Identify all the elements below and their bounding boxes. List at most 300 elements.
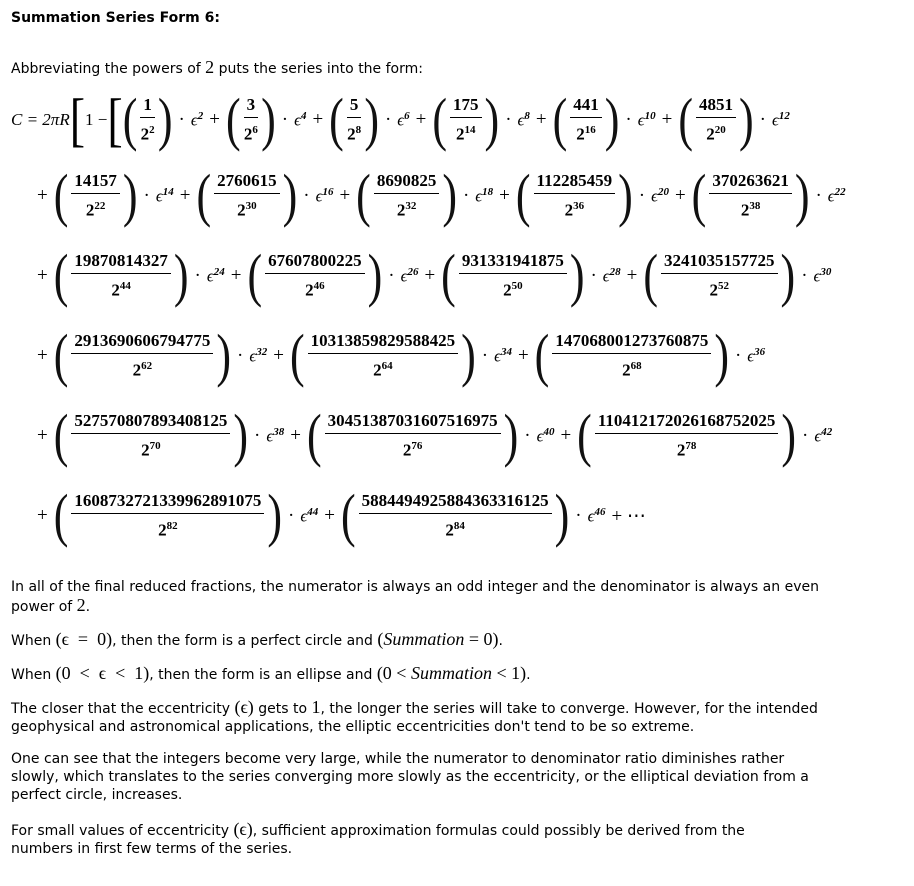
epsilon-power: $\epsilon^8$ — [517, 109, 530, 130]
denominator-exponent: 52 — [718, 280, 730, 293]
epsilon-exponent: 4 — [300, 109, 307, 122]
right-paren: ) — [282, 162, 298, 229]
dot-operator: · — [575, 505, 582, 526]
epsilon-power: $\epsilon^{20}$ — [651, 185, 669, 206]
dot-operator: · — [194, 265, 201, 286]
denominator: $2^{22}$ — [85, 200, 106, 220]
series-term — [53, 242, 225, 309]
denominator-exponent: 38 — [749, 200, 761, 213]
equation-row — [11, 396, 903, 476]
dot-operator: · — [388, 265, 395, 286]
numerator: 67607800225 — [265, 252, 365, 274]
denominator-exponent: 30 — [245, 200, 257, 213]
text: When — [11, 633, 56, 649]
text: For small values of eccentricity — [11, 823, 234, 839]
epsilon-power: $\epsilon^{32}$ — [249, 345, 268, 366]
denominator: $2^{14}$ — [456, 124, 476, 144]
fraction — [661, 252, 778, 300]
epsilon-power: $\epsilon^{46}$ — [587, 505, 606, 526]
numerator: 3241035157725 — [661, 252, 778, 274]
text: puts the series into the form: — [214, 61, 423, 77]
text: , sufficient approximation formulas could possibly be derived from the numbers in first few terms of the series. — [11, 823, 745, 857]
left-paren: ( — [552, 86, 568, 153]
numerator: 10313859829588425 — [308, 332, 459, 354]
plus-sign: + — [312, 109, 324, 130]
epsilon-power: $\epsilon^{26}$ — [400, 265, 419, 286]
denominator-exponent: 36 — [573, 200, 585, 213]
right-paren: ) — [267, 482, 283, 549]
left-paren: ( — [515, 162, 531, 229]
dot-operator: · — [288, 505, 295, 526]
math-part: = 0) — [464, 629, 499, 649]
numerator: 19870814327 — [71, 252, 171, 274]
denominator-exponent: 68 — [630, 360, 642, 373]
numerator: 5 — [347, 96, 362, 118]
plus-sign: + — [209, 109, 220, 130]
math — [377, 629, 498, 649]
math-part: (0 < — [376, 663, 411, 683]
numerator: 441 — [570, 96, 602, 118]
epsilon-power: $\epsilon^{42}$ — [814, 425, 833, 446]
denominator: $2^{36}$ — [564, 200, 585, 220]
text: gets to — [253, 701, 312, 717]
dot-operator: · — [815, 185, 822, 206]
right-paren: ) — [261, 86, 276, 153]
series-term — [356, 162, 494, 229]
paragraph-reduced-fractions — [11, 578, 841, 616]
math: 1 — [311, 697, 321, 717]
fraction — [71, 492, 264, 540]
series-term — [515, 162, 669, 229]
numerator: 8690825 — [374, 172, 440, 194]
series-term — [247, 242, 419, 309]
epsilon-exponent: 42 — [821, 425, 833, 438]
denominator: $2^{70}$ — [141, 440, 161, 460]
denominator: $2^{52}$ — [709, 280, 730, 300]
left-paren: ( — [53, 162, 69, 229]
plus-sign: + — [424, 265, 436, 286]
series-term — [306, 402, 555, 469]
series-term — [432, 86, 530, 153]
left-paren: ( — [306, 402, 322, 469]
denominator-exponent: 62 — [141, 360, 153, 373]
left-paren: ( — [678, 86, 693, 153]
dot-operator: · — [303, 185, 310, 206]
plus-sign: + — [499, 185, 510, 206]
numerator: 147068001273760875 — [552, 332, 711, 354]
denominator-exponent: 32 — [405, 200, 417, 213]
series-term — [329, 86, 410, 153]
right-paren: ) — [738, 86, 754, 153]
math: 2 — [205, 57, 215, 77]
left-paren: ( — [441, 242, 456, 309]
epsilon-exponent: 44 — [307, 505, 319, 518]
right-paren: ) — [367, 242, 383, 309]
left-paren: ( — [53, 482, 69, 549]
plus-sign: + — [674, 185, 686, 206]
math-part: Summation — [383, 629, 465, 649]
right-paren: ) — [569, 242, 585, 309]
denominator-exponent: 78 — [685, 440, 697, 453]
epsilon-exponent: 14 — [162, 185, 174, 198]
fraction — [696, 96, 736, 144]
right-paren: ) — [604, 86, 620, 153]
fraction — [459, 252, 567, 300]
series-equation — [11, 84, 903, 556]
series-term — [53, 322, 268, 389]
denominator: $2^{30}$ — [237, 200, 257, 220]
series-term — [289, 322, 512, 389]
fraction — [71, 412, 230, 460]
epsilon-power: $\epsilon^{40}$ — [536, 425, 555, 446]
fraction — [534, 172, 616, 220]
epsilon-exponent: 32 — [256, 345, 268, 358]
math-part: Summation — [410, 663, 492, 683]
epsilon-exponent: 26 — [407, 265, 419, 278]
series-term — [577, 402, 833, 469]
right-paren: ) — [780, 242, 796, 309]
numerator: 14157 — [71, 172, 120, 194]
fraction — [325, 412, 501, 460]
epsilon-power: $\epsilon^6$ — [397, 109, 410, 130]
equation-row — [11, 156, 903, 236]
epsilon-exponent: 24 — [213, 265, 225, 278]
denominator: $2^8$ — [347, 124, 362, 144]
epsilon-power: $\epsilon^{44}$ — [300, 505, 319, 526]
right-paren: ) — [618, 162, 633, 229]
epsilon-power: $\epsilon^{24}$ — [206, 265, 225, 286]
epsilon-exponent: 8 — [524, 109, 530, 122]
epsilon-power: $\epsilon^4$ — [294, 109, 307, 130]
epsilon-power: $\epsilon^{10}$ — [637, 109, 656, 130]
numerator: 5884494925884363316125 — [359, 492, 552, 514]
left-paren: ( — [247, 242, 263, 309]
denominator: $2^{32}$ — [396, 200, 417, 220]
right-paren: ) — [484, 86, 500, 153]
right-paren: ) — [503, 402, 519, 469]
math: (ϵ) — [234, 697, 254, 717]
denominator-exponent: 14 — [464, 124, 476, 137]
paragraph-convergence — [11, 698, 841, 736]
epsilon-power: $\epsilon^{12}$ — [771, 109, 790, 130]
dot-operator: · — [759, 109, 766, 130]
fraction — [595, 412, 779, 460]
equation-row — [11, 84, 903, 156]
epsilon-exponent: 20 — [657, 185, 669, 198]
plus-sign: + — [273, 345, 284, 366]
epsilon-power: $\epsilon^{14}$ — [155, 185, 174, 206]
denominator: $2^{68}$ — [622, 360, 642, 380]
fraction — [71, 252, 171, 300]
denominator-exponent: 44 — [119, 280, 131, 293]
math: 2 — [76, 595, 86, 615]
left-paren: ( — [122, 86, 138, 153]
math — [377, 663, 526, 683]
epsilon-exponent: 2 — [197, 109, 204, 122]
denominator: $2^{78}$ — [676, 440, 697, 460]
denominator: $2^6$ — [243, 124, 258, 144]
one-minus: 1 − — [85, 110, 108, 129]
series-term — [691, 162, 846, 229]
numerator: 4851 — [696, 96, 736, 118]
numerator: 2913690606794775 — [71, 332, 213, 354]
series-term — [53, 482, 319, 549]
dot-operator: · — [462, 185, 470, 206]
numerator: 112285459 — [534, 172, 616, 194]
denominator-exponent: 6 — [252, 124, 258, 137]
paragraph-approximation — [11, 820, 811, 858]
epsilon-power: $\epsilon^{22}$ — [827, 185, 846, 206]
epsilon-power: $\epsilon^{18}$ — [475, 185, 494, 206]
denominator-exponent: 70 — [149, 440, 161, 453]
denominator-exponent: 2 — [149, 124, 155, 137]
dot-operator: · — [481, 345, 489, 366]
plus-sign: + — [37, 265, 48, 286]
numerator: 30451387031607516975 — [325, 412, 501, 434]
text: . — [498, 633, 503, 649]
left-paren: ( — [225, 86, 241, 153]
epsilon-exponent: 34 — [500, 345, 512, 358]
series-term — [678, 86, 790, 153]
series-term — [53, 402, 285, 469]
fraction — [450, 96, 482, 144]
denominator: $2^{20}$ — [706, 124, 726, 144]
right-paren: ) — [442, 162, 457, 229]
dot-operator: · — [524, 425, 531, 446]
epsilon-power: $\epsilon^{30}$ — [813, 265, 832, 286]
fraction — [374, 172, 440, 220]
epsilon-power: $\epsilon^{34}$ — [494, 345, 512, 366]
text: The closer that the eccentricity — [11, 701, 235, 717]
plus-sign: + — [324, 505, 335, 526]
epsilon-power: $\epsilon^{38}$ — [266, 425, 285, 446]
epsilon-exponent: 30 — [820, 265, 832, 278]
fraction — [71, 172, 120, 220]
denominator: $2^{82}$ — [158, 520, 178, 540]
left-paren: ( — [196, 162, 212, 229]
series-term — [441, 242, 621, 309]
fraction — [359, 492, 552, 540]
epsilon-exponent: 6 — [404, 109, 410, 122]
plus-sign: + — [290, 425, 301, 446]
left-bracket: [ — [107, 86, 123, 153]
plus-sign: + — [517, 345, 529, 366]
dot-operator: · — [590, 265, 597, 286]
numerator: 175 — [450, 96, 482, 118]
denominator-exponent: 22 — [94, 200, 106, 213]
denominator-exponent: 46 — [313, 280, 325, 293]
fraction — [265, 252, 365, 300]
denominator: $2^{46}$ — [305, 280, 325, 300]
equation-row — [11, 316, 903, 396]
dot-operator: · — [505, 109, 512, 130]
dot-operator: · — [281, 109, 289, 130]
fraction — [214, 172, 280, 220]
paragraph-large-integers: One can see that the integers become very large, while the numerator to denominator ratio diminishes rather slowly, which translates to the series converging more slowly as the eccentricity, or the elliptical deviation from a perfect circle, increases. — [11, 751, 809, 803]
text: In all of the final reduced fractions, the numerator is always an odd integer and the denominator is always an even power of — [11, 579, 819, 615]
fraction — [308, 332, 459, 380]
dot-operator: · — [178, 109, 185, 130]
math-part: < 1) — [491, 663, 527, 683]
denominator: $2^{38}$ — [740, 200, 761, 220]
left-paren: ( — [53, 242, 69, 309]
numerator: 110412172026168752025 — [595, 412, 779, 434]
left-paren: ( — [356, 162, 371, 229]
equation-lhs: C = 2πR — [11, 110, 70, 129]
text: , then the form is an ellipse and — [149, 667, 377, 683]
right-paren: ) — [461, 322, 476, 389]
right-paren: ) — [781, 402, 797, 469]
series-term — [53, 162, 174, 229]
right-paren: ) — [157, 86, 173, 153]
epsilon-exponent: 40 — [543, 425, 555, 438]
left-bracket: [ — [69, 86, 86, 153]
dot-operator: · — [254, 425, 261, 446]
epsilon-power: $\epsilon^2$ — [190, 109, 204, 130]
plus-sign: + — [37, 505, 48, 526]
math-part: ( — [377, 629, 384, 649]
dot-operator: · — [801, 265, 808, 286]
epsilon-exponent: 16 — [322, 185, 334, 198]
fraction — [347, 96, 362, 144]
plus-sign: + — [179, 185, 191, 206]
right-paren: ) — [122, 162, 138, 229]
denominator-exponent: 20 — [714, 124, 726, 137]
denominator-exponent: 8 — [355, 124, 362, 137]
denominator-exponent: 16 — [584, 124, 596, 137]
numerator: 527570807893408125 — [71, 412, 230, 434]
fraction — [570, 96, 602, 144]
denominator: $2^{64}$ — [373, 360, 393, 380]
left-paren: ( — [577, 402, 592, 469]
right-paren: ) — [554, 482, 570, 549]
right-paren: ) — [794, 162, 810, 229]
series-term — [552, 86, 656, 153]
epsilon-power: $\epsilon^{28}$ — [602, 265, 621, 286]
denominator: $2^{50}$ — [503, 280, 523, 300]
section-title: Summation Series Form 6: — [11, 10, 220, 26]
numerator: 1608732721339962891075 — [71, 492, 264, 514]
plus-sign: + — [535, 109, 547, 130]
left-paren: ( — [289, 322, 305, 389]
series-term — [196, 162, 334, 229]
denominator-exponent: 84 — [453, 520, 465, 533]
fraction — [140, 96, 155, 144]
denominator: $2^{44}$ — [111, 280, 131, 300]
dot-operator: · — [625, 109, 632, 130]
denominator-exponent: 76 — [411, 440, 423, 453]
plus-sign: + — [339, 185, 351, 206]
epsilon-exponent: 38 — [273, 425, 285, 438]
dot-operator: · — [384, 109, 392, 130]
epsilon-exponent: 10 — [644, 109, 656, 122]
denominator: $2^2$ — [140, 124, 155, 144]
plus-sign: + — [661, 109, 673, 130]
math: (ϵ) — [233, 819, 253, 839]
fraction — [552, 332, 711, 380]
left-paren: ( — [53, 322, 69, 389]
math: (0 < ϵ < 1) — [55, 663, 150, 683]
fraction — [71, 332, 213, 380]
dot-operator: · — [734, 345, 742, 366]
equation-row — [11, 236, 903, 316]
left-paren: ( — [53, 402, 69, 469]
numerator: 3 — [244, 96, 259, 118]
left-paren: ( — [534, 322, 550, 389]
ellipsis: + ⋯ — [611, 505, 646, 527]
plus-sign: + — [37, 425, 48, 446]
epsilon-exponent: 36 — [754, 345, 766, 358]
text: Abbreviating the powers of — [11, 61, 206, 77]
epsilon-power: $\epsilon^{16}$ — [315, 185, 334, 206]
right-paren: ) — [364, 86, 379, 153]
right-paren: ) — [233, 402, 249, 469]
numerator: 370263621 — [709, 172, 792, 194]
right-paren: ) — [173, 242, 189, 309]
denominator: $2^{76}$ — [402, 440, 423, 460]
epsilon-power: $\epsilon^{36}$ — [747, 345, 766, 366]
text: , the longer the series will take to converge. However, for the intended geophysical and astronomical applications, the elliptic eccentricities don't tend to be so extreme. — [11, 701, 818, 735]
epsilon-exponent: 18 — [482, 185, 494, 198]
left-paren: ( — [432, 86, 448, 153]
equation-row — [11, 476, 903, 556]
denominator-exponent: 50 — [511, 280, 523, 293]
right-paren: ) — [714, 322, 729, 389]
dot-operator: · — [143, 185, 150, 206]
math: (ϵ = 0) — [55, 629, 113, 649]
epsilon-exponent: 46 — [594, 505, 606, 518]
denominator-exponent: 64 — [381, 360, 393, 373]
series-term — [643, 242, 832, 309]
numerator: 2760615 — [214, 172, 280, 194]
denominator-exponent: 82 — [166, 520, 178, 533]
denominator: $2^{84}$ — [445, 520, 465, 540]
plus-sign: + — [37, 345, 48, 366]
epsilon-exponent: 12 — [778, 109, 790, 122]
fraction — [244, 96, 259, 144]
denominator: $2^{62}$ — [132, 360, 153, 380]
paragraph-circle — [11, 630, 903, 650]
epsilon-exponent: 22 — [834, 185, 846, 198]
numerator: 931331941875 — [459, 252, 567, 274]
plus-sign: + — [560, 425, 572, 446]
dot-operator: · — [638, 185, 646, 206]
paragraph-ellipse — [11, 664, 903, 684]
plus-sign: + — [37, 185, 48, 206]
dot-operator: · — [802, 425, 809, 446]
left-paren: ( — [329, 86, 344, 153]
numerator: 1 — [140, 96, 155, 118]
text: . — [85, 599, 91, 615]
denominator: $2^{16}$ — [576, 124, 596, 144]
text: . — [526, 667, 531, 683]
fraction — [709, 172, 792, 220]
plus-sign: + — [230, 265, 242, 286]
text: , then the form is a perfect circle and — [112, 633, 378, 649]
series-term — [340, 482, 606, 549]
epsilon-exponent: 28 — [609, 265, 621, 278]
text: When — [11, 667, 56, 683]
left-paren: ( — [340, 482, 356, 549]
dot-operator: · — [237, 345, 244, 366]
plus-sign: + — [626, 265, 638, 286]
left-paren: ( — [643, 242, 659, 309]
series-term — [225, 86, 307, 153]
intro-text — [11, 58, 903, 78]
plus-sign: + — [415, 109, 427, 130]
series-term — [534, 322, 766, 389]
left-paren: ( — [691, 162, 707, 229]
